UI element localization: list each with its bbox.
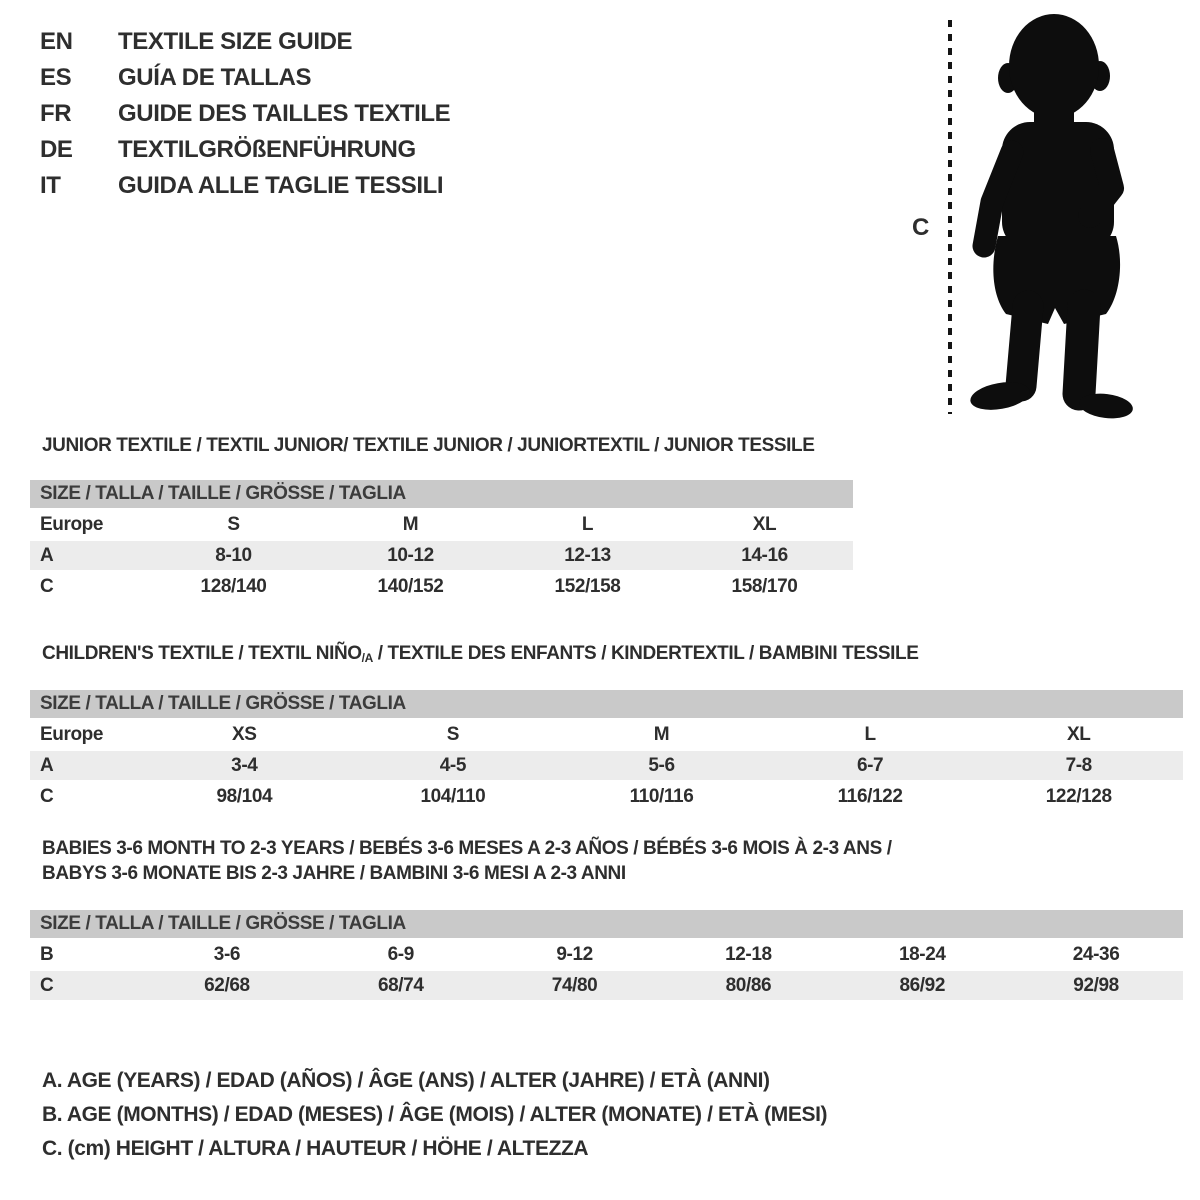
language-code: ES <box>40 64 72 91</box>
height-cell: 140/152 <box>377 576 444 597</box>
junior-row-height <box>30 570 853 601</box>
row-label: C <box>40 576 54 597</box>
legend-line-b: B. AGE (MONTHS) / EDAD (MESES) / ÂGE (MOIS) / ALTER (MONATE) / ETÀ (MESI) <box>42 1103 828 1126</box>
age-cell: 12-13 <box>564 545 611 566</box>
babies-row-height <box>30 969 1183 1000</box>
language-row-es <box>40 60 450 96</box>
row-label: A <box>40 755 54 776</box>
age-cell: 7-8 <box>1065 755 1092 776</box>
row-label: B <box>40 944 54 965</box>
babies-heading-line2: BABYS 3-6 MONATE BIS 2-3 JAHRE / BAMBINI 3-6 MESI A 2-3 ANNI <box>42 863 626 884</box>
babies-size-header: SIZE / TALLA / TAILLE / GRÖSSE / TAGLIA <box>30 910 1183 938</box>
row-label: Europe <box>40 514 104 535</box>
legend-line-c: C. (cm) HEIGHT / ALTURA / HAUTEUR / HÖHE / ALTEZZA <box>42 1137 589 1160</box>
row-label: C <box>40 786 54 807</box>
baby-feet <box>968 378 1134 421</box>
language-title: GUIDE DES TAILLES TEXTILE <box>118 100 451 127</box>
children-heading-part1: CHILDREN'S TEXTILE / TEXTIL NIÑO <box>42 643 362 664</box>
language-code: FR <box>40 100 72 127</box>
months-cell: 18-24 <box>898 944 946 965</box>
age-cell: 14-16 <box>741 545 788 566</box>
height-cell: 92/98 <box>1073 975 1119 996</box>
height-cell: 98/104 <box>216 786 273 807</box>
junior-section <box>30 433 853 601</box>
size-cell: S <box>446 724 460 745</box>
size-cell: M <box>402 514 419 535</box>
children-section <box>30 641 1183 811</box>
babies-section <box>30 836 1183 1000</box>
junior-row-europe <box>30 508 853 539</box>
row-label: Europe <box>40 724 104 745</box>
size-cell: L <box>864 724 876 745</box>
row-label: A <box>40 545 54 566</box>
language-code: IT <box>40 172 61 199</box>
height-cell: 152/158 <box>554 576 621 597</box>
legend <box>30 1064 827 1166</box>
age-cell: 8-10 <box>215 545 252 566</box>
size-cell: S <box>227 514 240 535</box>
age-cell: 6-7 <box>856 755 884 776</box>
junior-heading: JUNIOR TEXTILE / TEXTIL JUNIOR/ TEXTILE JUNIOR / JUNIORTEXTIL / JUNIOR TESSILE <box>42 435 815 456</box>
height-cell: 80/86 <box>725 975 772 996</box>
height-cell: 110/116 <box>629 786 694 807</box>
baby-silhouette-figure <box>900 6 1200 422</box>
height-cell: 122/128 <box>1045 786 1112 807</box>
children-row-age <box>30 749 1183 780</box>
age-cell: 4-5 <box>439 755 467 776</box>
children-row-height <box>30 780 1183 811</box>
months-cell: 12-18 <box>725 944 772 965</box>
language-row-fr <box>40 96 450 132</box>
babies-heading-line1: BABIES 3-6 MONTH TO 2-3 YEARS / BEBÉS 3-6 MESES A 2-3 AÑOS / BÉBÉS 3-6 MOIS À 2-3 ANS / <box>42 838 892 859</box>
children-size-header: SIZE / TALLA / TAILLE / GRÖSSE / TAGLIA <box>30 690 1183 718</box>
age-cell: 3-4 <box>231 755 258 776</box>
size-cell: L <box>581 514 594 535</box>
height-cell: 62/68 <box>204 975 250 996</box>
months-cell: 6-9 <box>387 944 414 965</box>
language-code: DE <box>40 136 73 163</box>
children-heading-sub: /A <box>361 651 373 665</box>
language-row-it <box>40 168 450 204</box>
row-label: C <box>40 975 54 996</box>
height-measure-label: C <box>912 214 929 241</box>
children-row-europe <box>30 718 1183 749</box>
children-heading <box>30 641 1183 668</box>
height-cell: 74/80 <box>551 975 598 996</box>
size-cell: M <box>653 724 670 745</box>
months-cell: 24-36 <box>1072 944 1120 965</box>
language-title: GUÍA DE TALLAS <box>118 64 312 91</box>
height-cell: 128/140 <box>200 576 267 597</box>
language-title: GUIDA ALLE TAGLIE TESSILI <box>118 172 444 199</box>
height-cell: 86/92 <box>899 975 946 996</box>
language-row-en <box>40 24 450 60</box>
language-row-de <box>40 132 450 168</box>
size-cell: XS <box>232 724 257 745</box>
children-heading-part2: / TEXTILE DES ENFANTS / KINDERTEXTIL / BAMBINI TESSILE <box>372 643 919 664</box>
language-title: TEXTILE SIZE GUIDE <box>118 28 353 55</box>
junior-row-age <box>30 539 853 570</box>
legend-line-a: A. AGE (YEARS) / EDAD (AÑOS) / ÂGE (ANS) / ALTER (JAHRE) / ETÀ (ANNI) <box>42 1069 770 1092</box>
months-cell: 9-12 <box>556 944 593 965</box>
age-cell: 5-6 <box>648 755 675 776</box>
size-cell: XL <box>752 514 777 535</box>
language-title: TEXTILGRÖßENFÜHRUNG <box>118 136 416 163</box>
months-cell: 3-6 <box>213 944 241 965</box>
language-list <box>40 24 450 204</box>
height-cell: 68/74 <box>377 975 424 996</box>
junior-size-header: SIZE / TALLA / TAILLE / GRÖSSE / TAGLIA <box>30 480 853 508</box>
language-code: EN <box>40 28 73 55</box>
height-cell: 104/110 <box>420 786 486 807</box>
height-cell: 158/170 <box>731 576 798 597</box>
size-cell: XL <box>1066 724 1091 745</box>
height-cell: 116/122 <box>837 786 903 807</box>
age-cell: 10-12 <box>387 545 434 566</box>
babies-row-months <box>30 938 1183 969</box>
